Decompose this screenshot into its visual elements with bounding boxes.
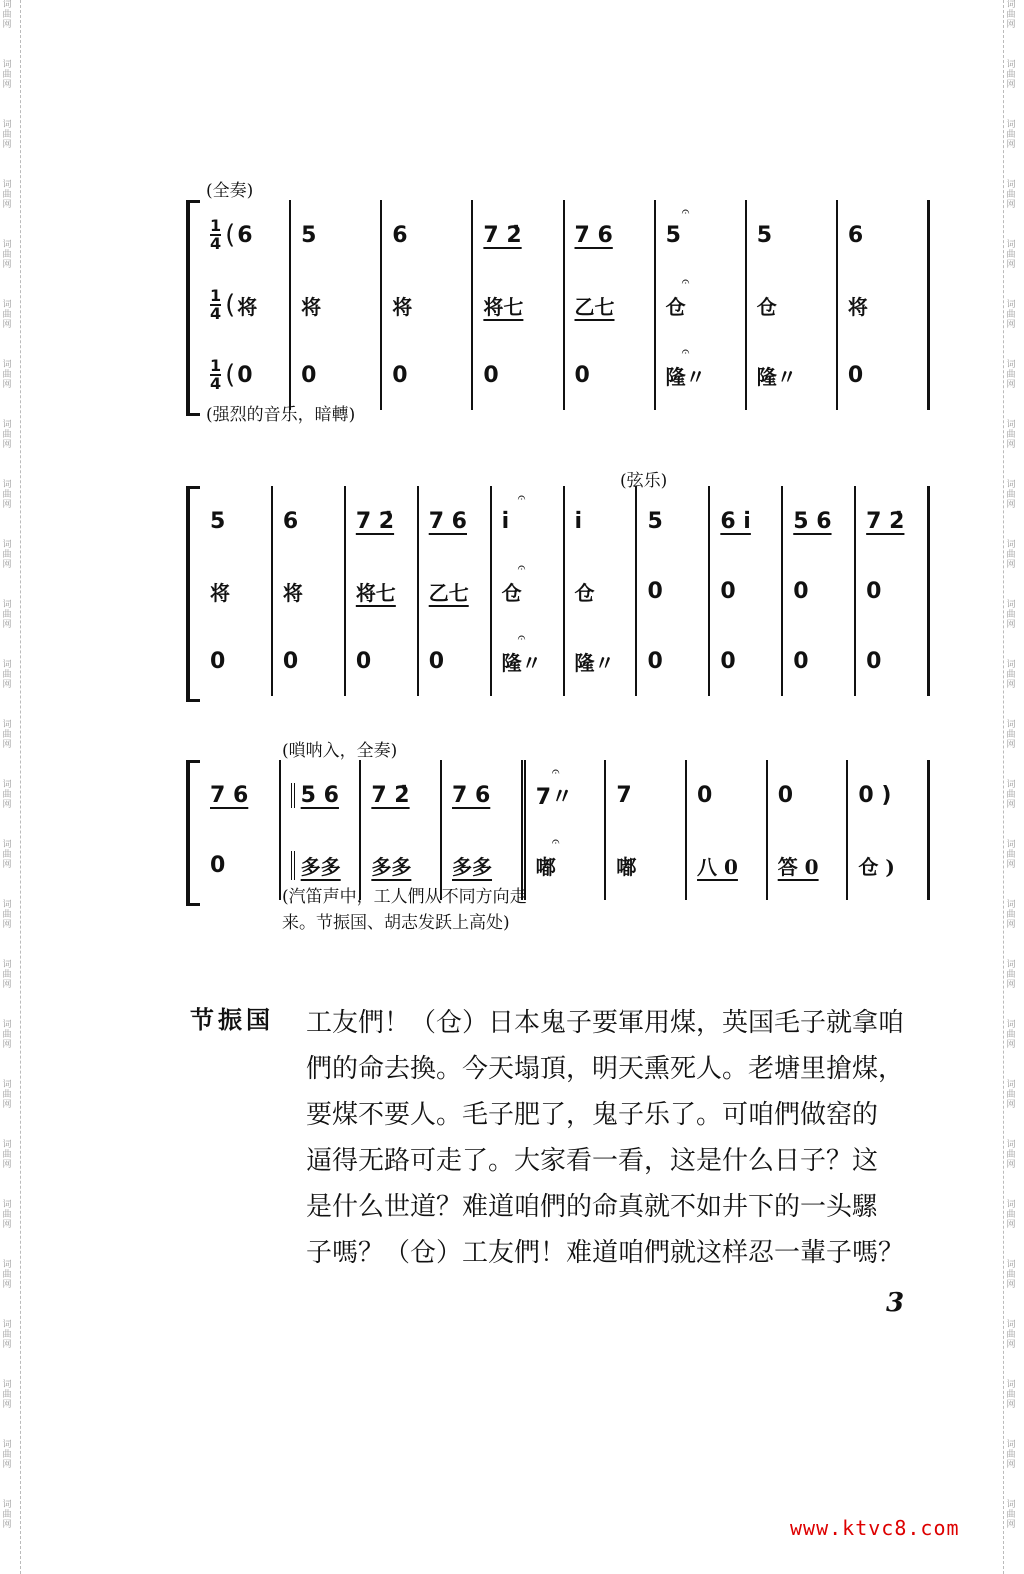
watermark-text: 词曲网 (1006, 0, 1016, 30)
measure-note: 7〃 (535, 784, 573, 810)
measure-note: 7 2̇ (355, 508, 395, 534)
measure-note: 6 (392, 222, 408, 248)
measure-note: 将 (282, 580, 303, 605)
fermata-mark: 𝄐 (551, 764, 560, 780)
measure-cell (565, 556, 638, 626)
measure-note: 将七 (355, 580, 396, 605)
speech-line: 逼得无路可走了。大家看一看，这是什么日子？这 (306, 1146, 879, 1176)
measure-note: 将七 (483, 294, 524, 319)
measure-cell (637, 556, 710, 626)
measure-cell (565, 270, 656, 340)
measure-cell (656, 340, 747, 410)
watermark-text: 词曲网 (2, 1320, 12, 1350)
measure-note: 0 ) (858, 782, 892, 808)
speech-line: 是什么世道？难道咱們的命真就不如井下的一头騾 (306, 1192, 879, 1222)
measure-cell (783, 556, 856, 626)
time-signature: $\frac{1}{4}$ (210, 356, 222, 393)
measure-note: 0 (720, 578, 736, 604)
speaker-name: 节振国 (190, 1005, 274, 1034)
watermark-text: 词曲网 (2, 780, 12, 810)
measure-note: 嘟 (535, 854, 556, 879)
measure-note: 0 (647, 648, 663, 674)
measure-note: 将 (210, 580, 230, 605)
watermark-text: 词曲网 (2, 840, 12, 870)
measure-note: 嘟 (616, 854, 637, 879)
measure-cell (442, 760, 526, 830)
measure-cell (346, 556, 419, 626)
measure-note: 7 6 (452, 782, 491, 808)
measure-cell (637, 486, 710, 556)
watermark-text: 词曲网 (1006, 1320, 1016, 1350)
measure-note: 隆〃 (665, 364, 706, 389)
watermark-text: 词曲网 (1006, 480, 1016, 510)
staff-gong (186, 556, 930, 626)
measure-note: 0 (720, 648, 736, 674)
fermata-mark: 𝄐 (517, 490, 526, 506)
measure-note: 5 (665, 222, 681, 248)
measure-note: 0 (847, 362, 864, 388)
measure-note: 0 (866, 648, 882, 674)
watermark-text: 词曲网 (1006, 540, 1016, 570)
measure-note: 乙七 (428, 580, 469, 605)
staff-melody (186, 486, 930, 556)
watermark-text: 词曲网 (1006, 420, 1016, 450)
measure-note: 隆〃 (501, 650, 542, 675)
measure-note: 0 (237, 362, 253, 388)
measure-cell (768, 830, 849, 900)
measure-cell (637, 626, 710, 696)
measure-cell (606, 760, 687, 830)
measure-note: 7 2̇ (483, 222, 522, 248)
watermark-text: 词曲网 (1006, 660, 1016, 690)
measure-note: 7 2̇ (866, 508, 905, 534)
measure-note: 6 (237, 222, 253, 248)
measure-note: 0 (793, 648, 809, 674)
measure-note: 6 i̇ (720, 508, 751, 534)
measure-note: 答 0 (777, 854, 819, 879)
measure-cell (747, 200, 838, 270)
measure-note: 7 (616, 782, 632, 808)
time-signature: $\frac{1}{4}$ (210, 216, 222, 253)
watermark-text: 词曲网 (1006, 1020, 1016, 1050)
staff-melody (186, 200, 930, 270)
measure-cell (273, 556, 346, 626)
watermark-text: 词曲网 (1006, 120, 1016, 150)
watermark-text: 词曲网 (1006, 1200, 1016, 1230)
measure-cell (291, 270, 382, 340)
measure-cell (473, 200, 564, 270)
measure-cell (361, 760, 442, 830)
measure-note: 6 (847, 222, 864, 248)
measure-note: 7 2̇ (371, 782, 410, 808)
measure-note: 乙七 (574, 294, 615, 319)
measure-cell: $\frac{1}{4}$ ( 将 (200, 270, 291, 340)
staff-gong (186, 270, 930, 340)
time-signature: $\frac{1}{4}$ (210, 286, 222, 323)
watermark-text: 词曲网 (1006, 960, 1016, 990)
measure-note: 5 (756, 222, 773, 248)
measure-note: 5 (301, 222, 317, 248)
measure-note: 将 (301, 294, 322, 319)
watermark-text: 词曲网 (1006, 1500, 1016, 1530)
watermark-text: 词曲网 (1006, 720, 1016, 750)
watermark-text: 词曲网 (2, 660, 12, 690)
measure-note: 仓 (665, 294, 686, 319)
fermata-mark: 𝄐 (681, 204, 690, 220)
watermark-text: 词曲网 (2, 1440, 12, 1470)
watermark-text: 词曲网 (1006, 180, 1016, 210)
watermark-text: 词曲网 (2, 1080, 12, 1110)
score-system-1 (186, 200, 930, 410)
measure-cell (710, 486, 783, 556)
measure-cell (419, 626, 492, 696)
measure-cell (606, 830, 687, 900)
measure-note: 5 6 (793, 508, 832, 534)
system3-top-note: (嗩呐入，全奏) (282, 741, 398, 761)
measure-note: 7 6 (210, 782, 249, 808)
measure-note: 0 (483, 362, 499, 388)
measure-note: 5 6 (291, 783, 339, 808)
measure-cell (565, 340, 656, 410)
score-system-2 (186, 486, 930, 696)
measure-cell (687, 760, 768, 830)
measure-note: 0 (392, 362, 408, 388)
measure-note: 仓 (501, 580, 522, 605)
watermark-text: 词曲网 (2, 960, 12, 990)
fermata-mark: 𝄐 (517, 560, 526, 576)
speech-line: 子嗎？（仓）工友們！难道咱們就这样忍一輩子嗎？ (306, 1238, 905, 1268)
watermark-text: 词曲网 (2, 480, 12, 510)
measure-note: 0 (647, 578, 663, 604)
measure-cell (747, 270, 838, 340)
measure-cell: $\frac{1}{4}$ ( 0 (200, 340, 291, 410)
measure-cell (848, 830, 930, 900)
watermark-text: 词曲网 (2, 1020, 12, 1050)
speech-line: 工友們！（仓）日本鬼子要軍用煤，英国毛子就拿咱 (306, 1008, 905, 1038)
staff-melody (186, 760, 930, 830)
watermark-text: 词曲网 (2, 60, 12, 90)
measure-note: 仓 ) (858, 854, 895, 879)
fermata-mark: 𝄐 (551, 834, 560, 850)
measure-cell (710, 626, 783, 696)
measure-note: 0 (428, 648, 445, 674)
measure-cell (492, 626, 565, 696)
watermark-text: 词曲网 (1006, 1380, 1016, 1410)
measure-note: 仓 (756, 294, 777, 319)
measure-cell (382, 270, 473, 340)
measure-note: i̇ (574, 508, 583, 534)
measure-cell (768, 760, 849, 830)
measure-note: 0 (301, 362, 317, 388)
measure-cell (346, 486, 419, 556)
measure-note: 0 (282, 648, 299, 674)
watermark-text: 词曲网 (1006, 600, 1016, 630)
watermark-text: 词曲网 (2, 360, 12, 390)
fermata-mark: 𝄐 (517, 630, 526, 646)
watermark-text: 词曲网 (1006, 780, 1016, 810)
measure-cell (382, 200, 473, 270)
measure-note: 0 (777, 782, 794, 808)
measure-note: 隆〃 (756, 364, 797, 389)
measure-note: 7 6 (574, 222, 613, 248)
watermark-text: 词曲网 (1006, 840, 1016, 870)
watermark-text: 词曲网 (1006, 240, 1016, 270)
measure-note: 将 (847, 294, 868, 319)
watermark-text: 词曲网 (1006, 60, 1016, 90)
system1-top-note: (全奏) (206, 181, 254, 201)
watermark-text: 词曲网 (2, 1380, 12, 1410)
measure-cell (200, 626, 273, 696)
measure-note: 0 (355, 648, 372, 674)
watermark-text: 词曲网 (2, 540, 12, 570)
watermark-text: 词曲网 (2, 1200, 12, 1230)
watermark-text: 词曲网 (2, 120, 12, 150)
measure-note: 隆〃 (574, 650, 615, 675)
measure-note: 0 (210, 852, 226, 878)
measure-cell (747, 340, 838, 410)
system2-top-note: (弦乐) (620, 471, 668, 491)
measure-note: 6 (282, 508, 299, 534)
measure-cell (783, 486, 856, 556)
measure-cell (492, 556, 565, 626)
measure-cell (200, 760, 281, 830)
measure-cell (419, 486, 492, 556)
watermark-text: 词曲网 (2, 1500, 12, 1530)
watermark-text: 词曲网 (2, 600, 12, 630)
measure-cell (565, 200, 656, 270)
measure-cell (200, 486, 273, 556)
measure-cell (281, 760, 362, 830)
watermark-text: 词曲网 (2, 1260, 12, 1290)
measure-cell (526, 760, 607, 830)
measure-note: 多多 (452, 854, 493, 879)
measure-note: 0 (574, 362, 590, 388)
measure-cell (382, 340, 473, 410)
measure-cell (565, 626, 638, 696)
measure-note: 5 (647, 508, 663, 534)
measure-cell (856, 486, 930, 556)
measure-cell (856, 626, 930, 696)
watermark-text: 词曲网 (2, 420, 12, 450)
measure-note: 5 (210, 508, 226, 534)
watermark-text: 词曲网 (1006, 300, 1016, 330)
measure-note: 0 (866, 578, 882, 604)
speech-line: 要煤不要人。毛子肥了，鬼子乐了。可咱們做窑的 (306, 1100, 879, 1130)
measure-cell (565, 486, 638, 556)
measure-cell (656, 200, 747, 270)
measure-cell (492, 486, 565, 556)
fermata-mark: 𝄐 (681, 274, 690, 290)
watermark-text: 词曲网 (1006, 1440, 1016, 1470)
speech-line: 們的命去換。今天塌頂，明天熏死人。老塘里搶煤， (306, 1054, 905, 1084)
measure-cell (200, 830, 281, 900)
watermark-text: 词曲网 (2, 720, 12, 750)
measure-note: i̇ (501, 508, 510, 534)
measure-cell (346, 626, 419, 696)
measure-note: 仓 (574, 580, 595, 605)
watermark-text: 词曲网 (2, 300, 12, 330)
watermark-text: 词曲网 (1006, 1140, 1016, 1170)
measure-note: 多多 (371, 854, 412, 879)
measure-cell (838, 200, 930, 270)
measure-cell (856, 556, 930, 626)
measure-cell (273, 486, 346, 556)
measure-note: 7 6 (428, 508, 467, 534)
measure-cell (291, 200, 382, 270)
watermark-text: 词曲网 (2, 240, 12, 270)
measure-cell (848, 760, 930, 830)
page-number: 3 (886, 1288, 905, 1318)
measure-note: 八 0 (697, 854, 738, 879)
measure-note: 0 (210, 648, 226, 674)
speech-text (306, 1000, 936, 1276)
staff-drum (186, 626, 930, 696)
watermark-text: 词曲网 (2, 180, 12, 210)
measure-cell (473, 270, 564, 340)
measure-cell (838, 340, 930, 410)
measure-cell (656, 270, 747, 340)
fermata-mark: 𝄐 (681, 344, 690, 360)
watermark-text: 词曲网 (1006, 900, 1016, 930)
measure-cell (419, 556, 492, 626)
measure-cell (710, 556, 783, 626)
measure-note: 0 (697, 782, 713, 808)
measure-cell (526, 830, 607, 900)
measure-cell (473, 340, 564, 410)
measure-cell (273, 626, 346, 696)
watermark-text: 词曲网 (1006, 1080, 1016, 1110)
measure-cell (687, 830, 768, 900)
watermark-text: 词曲网 (1006, 360, 1016, 390)
measure-note: 多多 (291, 851, 341, 880)
score-system-3 (186, 760, 930, 900)
measure-note: 将 (237, 294, 258, 319)
system1-bottom-note: (强烈的音乐，暗轉) (206, 405, 356, 425)
watermark-text: 词曲网 (2, 1140, 12, 1170)
watermark-text: 词曲网 (1006, 1260, 1016, 1290)
measure-cell (200, 556, 273, 626)
watermark-text: 词曲网 (2, 900, 12, 930)
measure-cell (783, 626, 856, 696)
measure-cell (838, 270, 930, 340)
system3-bottom-note: (汽笛声中，工人們从不同方向走来。节振国、胡志发跃上高处) (282, 887, 527, 933)
watermark-text: 词曲网 (2, 0, 12, 30)
measure-note: 将 (392, 294, 413, 319)
site-watermark: www.ktvc8.com (790, 1516, 960, 1540)
measure-note: 0 (793, 578, 809, 604)
measure-cell: $\frac{1}{4}$ ( 6 (200, 200, 291, 270)
